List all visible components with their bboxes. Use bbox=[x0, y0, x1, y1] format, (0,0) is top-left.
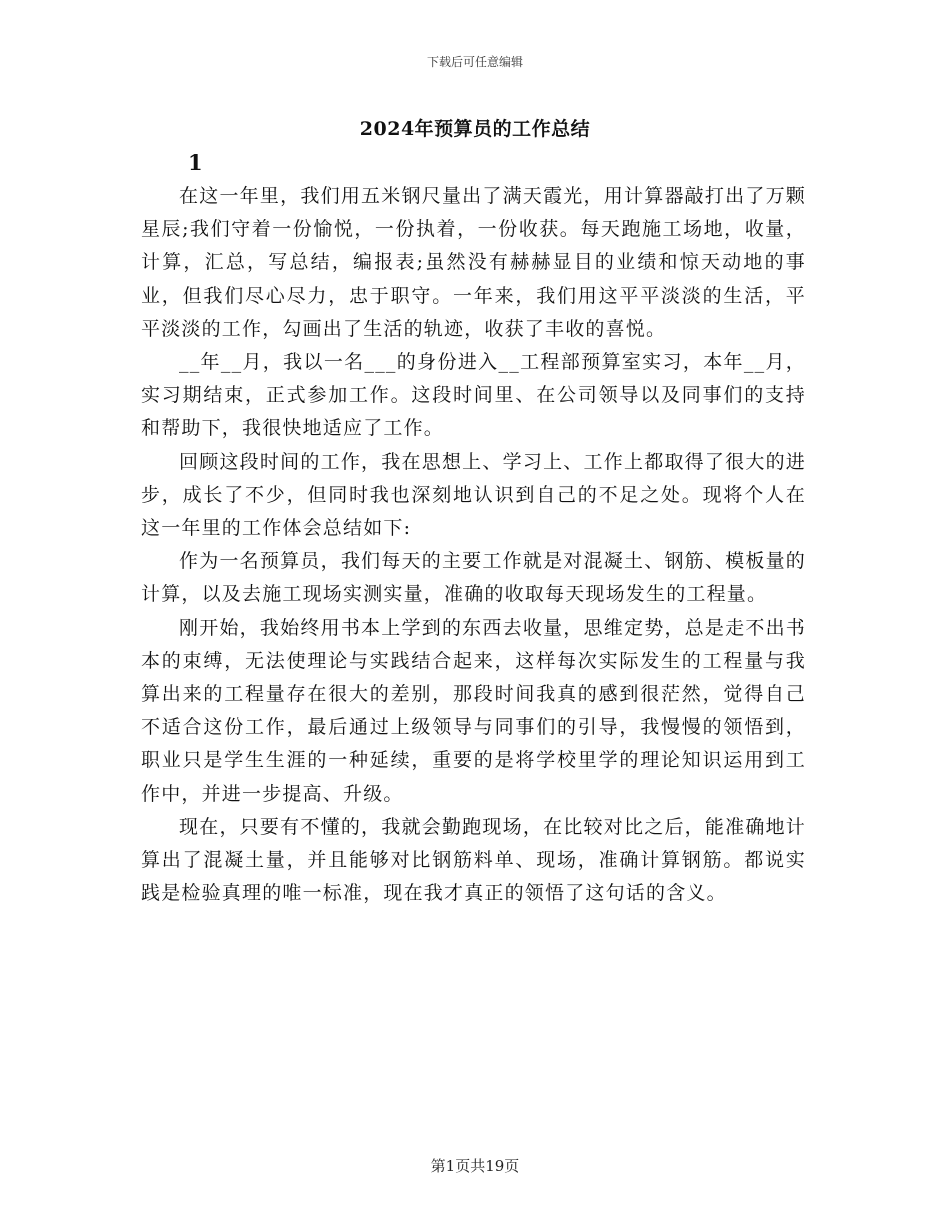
page-header-note: 下载后可任意编辑 bbox=[426, 55, 523, 69]
section-number: 1 bbox=[188, 150, 203, 175]
paragraph: __年__月，我以一名___的身份进入__工程部预算室实习，本年__月，实习期结束，正式参加工作。这段时间里、在公司领导以及同事们的支持和帮助下，我很快地适应了工作。 bbox=[141, 351, 806, 440]
paragraph: 作为一名预算员，我们每天的主要工作就是对混凝土、钢筋、模板量的计算，以及去施工现场实测实量，准确的收取每天现场发生的工程量。 bbox=[141, 550, 806, 606]
paragraph: 刚开始，我始终用书本上学到的东西去收量，思维定势，总是走不出书本的束缚，无法使理论与实践结合起来，这样每次实际发生的工程量与我算出来的工程量存在很大的差别，那段时间我真的感到很茫然，觉得自己不适合这份工作，最后通过上级领导与同事们的引导，我慢慢的领悟到，职业只是学生生涯的一种延续，重要的是将学校里学的理论知识运用到工作中，并进一步提高、升级。 bbox=[141, 616, 806, 805]
document-body bbox=[141, 180, 806, 910]
document-title: 2024年预算员的工作总结 bbox=[359, 118, 591, 140]
paragraph: 回顾这段时间的工作，我在思想上、学习上、工作上都取得了很大的进步，成长了不少，但同时我也深刻地认识到自己的不足之处。现将个人在这一年里的工作体会总结如下: bbox=[141, 450, 806, 540]
paragraph: 现在，只要有不懂的，我就会勤跑现场，在比较对比之后，能准确地计算出了混凝土量，并且能够对比钢筋料单、现场，准确计算钢筋。都说实践是检验真理的唯一标准，现在我才真正的领悟了这句话的含义。 bbox=[141, 815, 806, 905]
page-footer-page-number: 第1页共19页 bbox=[430, 1157, 520, 1175]
paragraph: 在这一年里，我们用五米钢尺量出了满天霞光，用计算器敲打出了万颗星辰;我们守着一份愉悦，一份执着，一份收获。每天跑施工场地，收量，计算，汇总，写总结，编报表;虽然没有赫赫显目的业绩和惊天动地的事业，但我们尽心尽力，忠于职守。一年来，我们用这平平淡淡的生活，平平淡淡的工作，勾画出了生活的轨迹，收获了丰收的喜悦。 bbox=[141, 185, 806, 340]
